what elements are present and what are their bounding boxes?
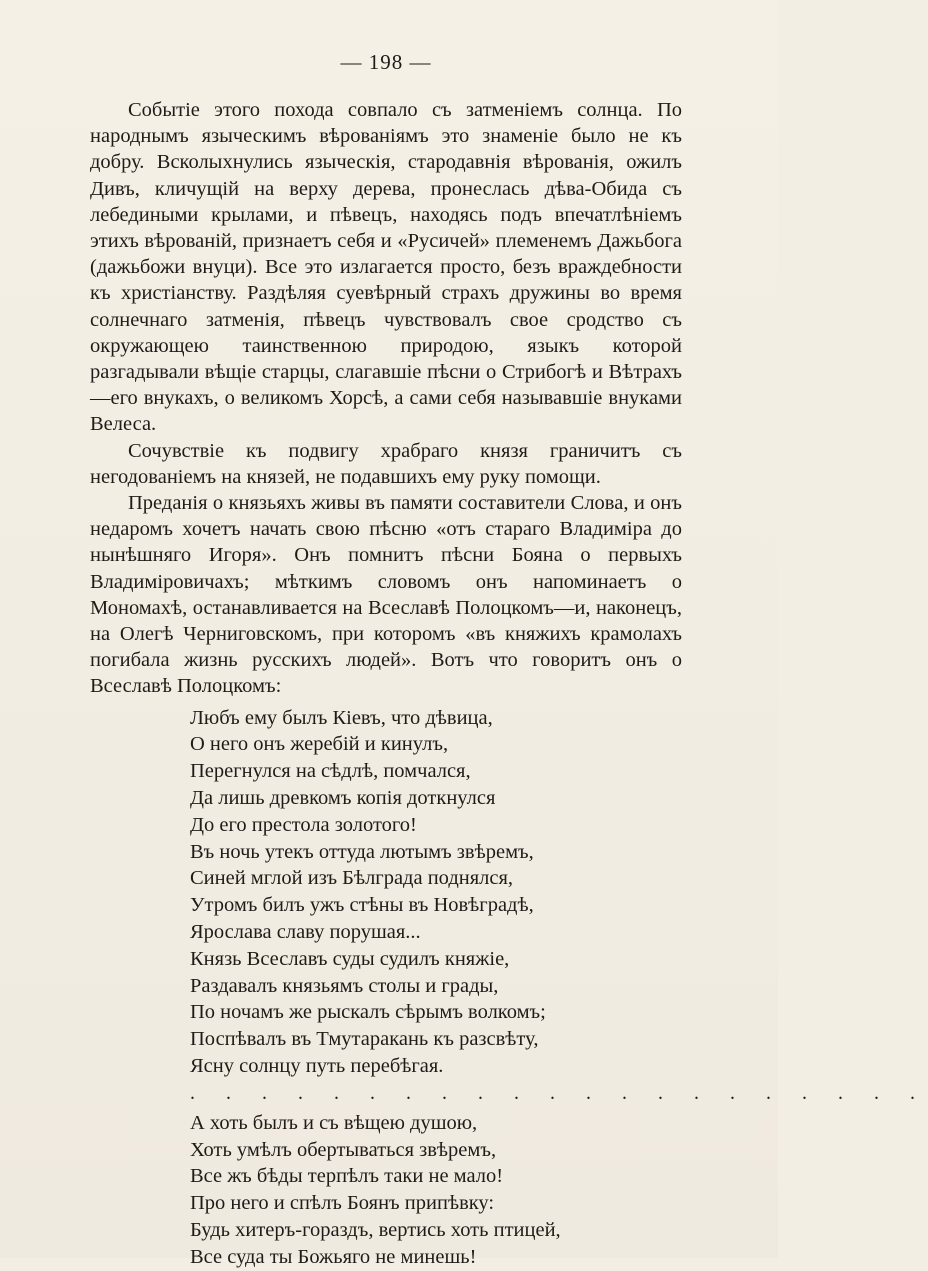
prose-body: [90, 97, 682, 700]
verse-line: Въ ночь утекъ оттуда лютымъ звѣремъ,: [190, 840, 534, 863]
verse-line: Утромъ билъ ужъ стѣны въ Новѣградѣ,: [190, 894, 534, 917]
verse-line: Все суда ты Божьяго не минешь!: [190, 1245, 477, 1268]
verse-line: Синей мглой изъ Бѣлграда поднялся,: [190, 867, 514, 890]
page-number: — 198 —: [340, 50, 432, 74]
verse-line: О него онъ жеребій и кинулъ,: [190, 733, 449, 756]
verse-line: Князь Всеславъ суды судилъ княжіе,: [190, 947, 510, 970]
verse-line: Перегнулся на сѣдлѣ, помчался,: [190, 760, 471, 783]
verse-line: Будь хитеръ-гораздъ, вертись хоть птицей,: [190, 1219, 561, 1242]
verse-line: Да лишь древкомъ копія доткнулся: [190, 787, 496, 810]
verse-line: Хоть умѣлъ обертываться звѣремъ,: [190, 1138, 497, 1161]
verse-line: Про него и спѣлъ Боянъ припѣвку:: [190, 1192, 495, 1215]
verse-line: Любъ ему былъ Кіевъ, что дѣвица,: [190, 706, 493, 729]
verse-line: Раздавалъ князьямъ столы и грады,: [190, 974, 499, 997]
verse-line: Ярослава славу порушая...: [190, 921, 421, 944]
verse-stanza-2: [190, 1110, 682, 1271]
verse-line: Поспѣвалъ въ Тмутаракань къ разсвѣту,: [190, 1028, 539, 1051]
verse-stanza-1: [190, 705, 682, 1080]
paragraph: Преданія о князьяхъ живы въ памяти составители Слова, и онъ недаромъ хочетъ начать свою пѣсню «отъ стараго Владиміра до нынѣшняго Игоря». Онъ помнитъ пѣсни Бояна о первыхъ Владиміровичахъ; мѣткимъ словомъ онъ напоминаетъ о Мономахѣ, останавливается на Всеславѣ Полоцкомъ—и, наконецъ, на Олегѣ Черниговскомъ, при которомъ «въ княжихъ крамолахъ погибала жизнь русскихъ людей». Вотъ что говоритъ онъ о Всеславѣ Полоцкомъ:: [90, 492, 682, 698]
verse-line: Все жъ бѣды терпѣлъ таки не мало!: [190, 1165, 504, 1188]
verse-line: Ясну солнцу путь перебѣгая.: [190, 1055, 444, 1078]
paragraph: Сочувствіе къ подвигу храбраго князя граничитъ съ негодованіемъ на князей, не подавшихъ ему руку помощи.: [90, 439, 682, 488]
verse-line: А хоть былъ и съ вѣщею душою,: [190, 1111, 478, 1134]
paragraph: Событіе этого похода совпало съ затменіемъ солнца. По народнымъ языческимъ вѣрованіямъ это знаменіе было не къ добру. Всколыхнулись языческія, стародавнія вѣрованія, ожилъ Дивъ, кличущій на верху дерева, пронеслась дѣва-Обида съ лебедиными крылами, и пѣвецъ, находясь подъ впечатлѣніемъ этихъ вѣрованій, признаетъ себя и «Русичей» племенемъ Дажьбога (дажьбожи внуци). Все это излагается просто, безъ враждебности къ христіанству. Раздѣляя суевѣрный страхъ дружины во время солнечнаго затменія, пѣвецъ чувствовалъ свое сродство съ окружающею таинственною природою, языкъ которой разгадывали вѣщіе старцы, слагавшіе пѣсни о Стрибогѣ и Вѣтрахъ—его внукахъ, о великомъ Хорсѣ, а сами себя называвшіе внуками Велеса.: [90, 99, 682, 436]
verse-line: До его престола золотого!: [190, 813, 417, 836]
ellipsis-divider: . . . . . . . . . . . . . . . . . . . . .: [190, 1081, 928, 1104]
verse-line: По ночамъ же рыскалъ сѣрымъ волкомъ;: [190, 1001, 546, 1024]
